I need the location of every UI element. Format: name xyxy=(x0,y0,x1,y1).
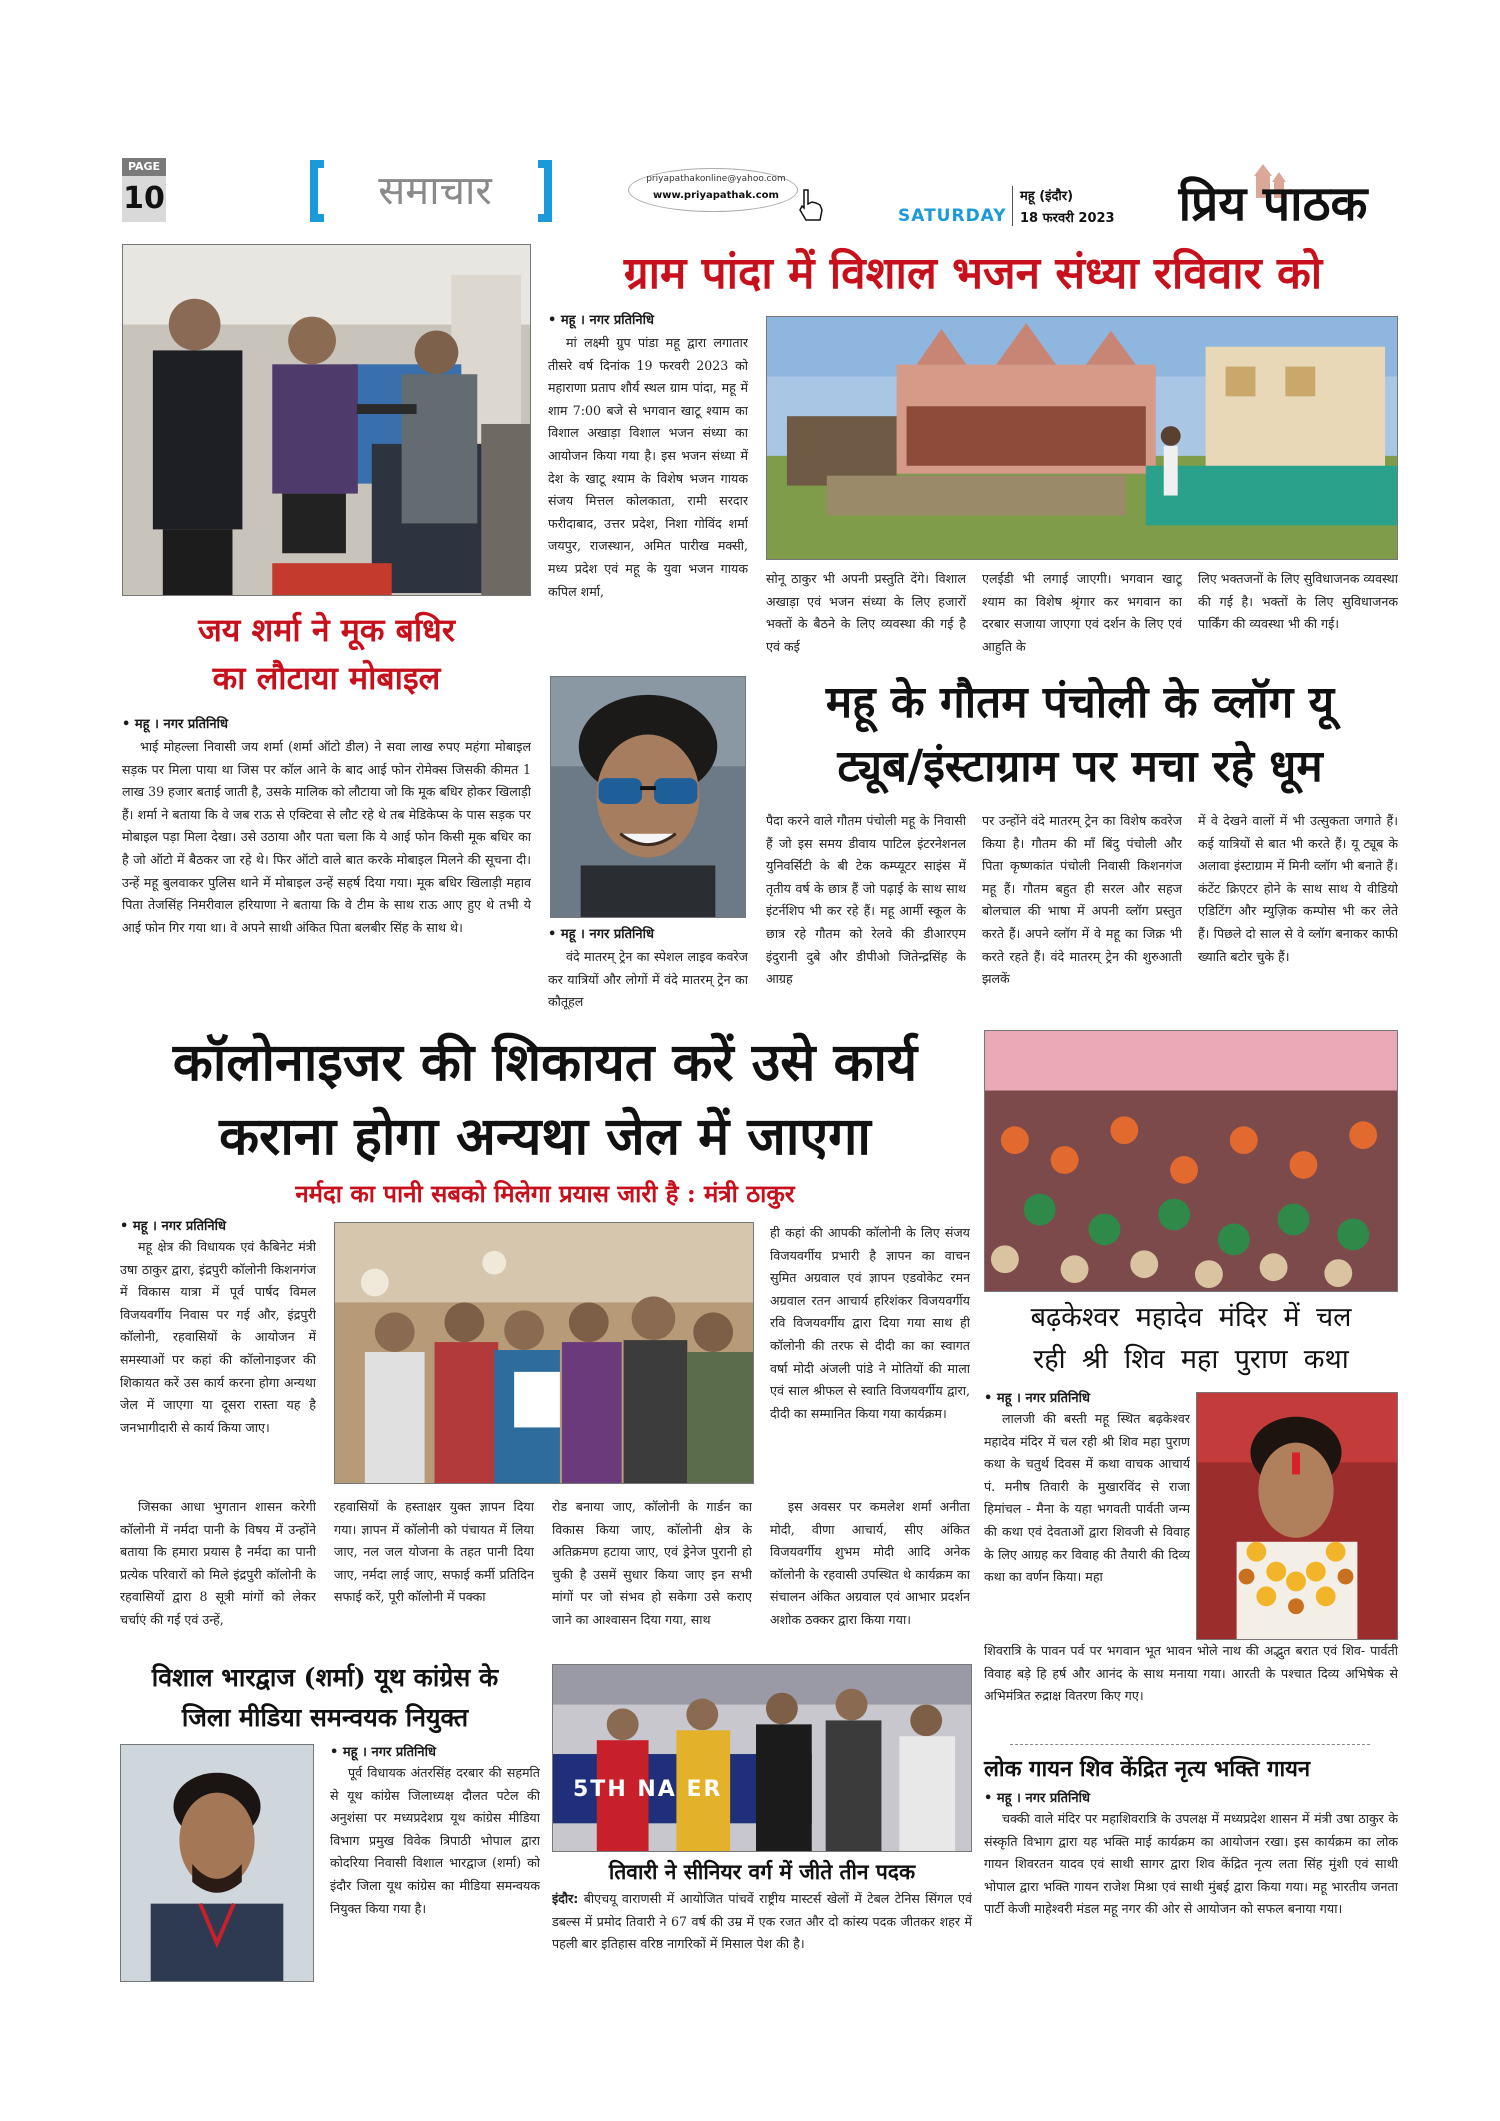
jai-body xyxy=(122,736,531,980)
paper-name: प्रिय पाठक xyxy=(1178,176,1368,232)
gautam-headline-2: ट्यूब/इंस्टाग्राम पर मचा रहे धूम xyxy=(837,741,1323,792)
photo-colonizer-meeting xyxy=(334,1222,754,1484)
colonizer-col-1-text: महू क्षेत्र की विधायक एवं कैबिनेट मंत्री उषा ठाकुर द्वारा, इंद्रपुरी कॉलोनी किशनगंज में विकास यात्रा में पूर्व पार्षद विमल विजयवर्गीय निवास पर गई और, इंद्रपुरी कॉलोनी, रहवासियों के आयोजन में समस्याओं पर कहां की कॉलोनाइजर की शिकायत करें उस कार्य करना होगा अन्यथा जेल में जाएगा या दूसरा रास्ता यह है जनभागीदारी से कार्य किया जाए। xyxy=(120,1239,316,1435)
bhajan-col-4-text: लिए भक्तजनों के लिए सुविधाजनक व्यवस्था की गई है। भक्तों के लिए सुविधाजनक पार्किंग की व्यवस्था भी की गई। xyxy=(1198,571,1398,632)
shiv-col-full-text: शिवरात्रि के पावन पर्व पर भगवान भूत भावन भोले नाथ की अद्भुत बरात एवं शिव- पार्वती विवाह बड़े हि हर्ष और आनंद के साथ मनाया गया। आरती के पश्चात दिव्य अभिषेक से अभिमंत्रित रुद्राक्ष वितरण किए गए। xyxy=(984,1643,1398,1704)
lok-dateline: • महू । नगर प्रतिनिधि xyxy=(984,1791,1090,1806)
colonizer-col-4 xyxy=(770,1222,970,1492)
photo-bhajan-venue xyxy=(766,316,1398,560)
bhajan-dateline: • महू । नगर प्रतिनिधि xyxy=(548,313,654,328)
tiwari-headline: तिवारी ने सीनियर वर्ग में जीते तीन पदक xyxy=(608,1859,916,1884)
dateline-place: महू (इंदौर) xyxy=(1020,189,1074,204)
lok-body xyxy=(984,1808,1398,1998)
paper-logo xyxy=(1148,162,1398,236)
photo-acharya-manish-tiwari xyxy=(1196,1392,1398,1640)
contact-email[interactable]: priyapathakonline@yahoo.com xyxy=(646,174,786,184)
lok-headline: लोक गायन शिव केंद्रित नृत्य भक्ति गायन xyxy=(984,1756,1311,1782)
photo-shiv-puran-crowd xyxy=(984,1030,1398,1292)
tiwari-body-para xyxy=(552,1888,972,1956)
vishal-headline-2: जिला मीडिया समन्वयक नियुक्त xyxy=(181,1703,469,1732)
colonizer-col-4b xyxy=(770,1496,970,1652)
shiv-divider xyxy=(1010,1744,1370,1745)
pointer-hand-icon xyxy=(796,188,826,222)
page-number: 10 xyxy=(122,176,166,222)
colonizer-col-3-text: रोड बनाया जाए, कॉलोनी के गार्डन का विकास किया जाए, कॉलोनी क्षेत्र के अतिक्रमण हटाया जाए, एवं ड्रेनेज पुरानी हो चुकी है उसमें सुधार किया जाए इन सभी मांगों पर जो संभव हो सकेगा उसे कराए जाने का आश्वासन दिया गया, साथ xyxy=(552,1499,752,1627)
bhajan-col-1-text: मां लक्ष्मी ग्रुप पांडा महू द्वारा लगातार तीसरे वर्ष दिनांक 19 फरवरी 2023 को महाराणा प्रताप शौर्य स्थल ग्राम पांदा, महू में शाम 7:00 बजे से भगवान खाटू श्याम का विशाल अखाड़ा विशाल भजन संध्या का आयोजन किया गया है। इस भजन संध्या में देश के खाटू श्याम के विशेष भजन गायक संजय मित्तल कोलकाता, रामी सरदार फरीदाबाद, उत्तर प्रदेश, निशा गोविंद शर्मा जयपुर, राजस्थान, अमित पारीख मक्सी, मध्य प्रदेश एवं महू के युवा भजन गायक कपिल शर्मा, xyxy=(548,335,748,599)
bhajan-col-1 xyxy=(548,332,748,662)
jai-headline-2: का लौटाया मोबाइल xyxy=(212,659,441,697)
gautam-col-2 xyxy=(766,810,966,1016)
date-divider xyxy=(1012,186,1013,226)
lok-body-text: चक्की वाले मंदिर पर महाशिवरात्रि के उपलक्ष में मध्यप्रदेश शासन में मंत्री उषा ठाकुर के संस्कृति विभाग द्वारा यह भक्ति माई कार्यक्रम का आयोजन रखा। इस कार्यक्रम का लोक गायन शिवरतन यादव एवं साथी सागर द्वारा शिव केंद्रित नृत्य लता सिंह मुंशी एवं साथी भोपाल द्वारा भक्ति गायन राजेश मिश्रा एवं साथी मुंबई द्वारा किया गया। महू भारतीय जनता पार्टी केजी माहेश्वरी मंडल महू नगर की ओर से आयोजन को सफल बनाया गया। xyxy=(984,1811,1398,1917)
colonizer-col-1 xyxy=(120,1236,316,1484)
colonizer-col-3 xyxy=(552,1496,752,1652)
jai-headline-1: जय शर्मा ने मूक बधिर xyxy=(198,611,455,649)
tiwari-dateline: इंदौर: xyxy=(552,1891,579,1906)
jai-body-text: भाई मोहल्ला निवासी जय शर्मा (शर्मा ऑटो डील) ने सवा लाख रुपए महंगा मोबाइल सड़क पर मिला पाया था जिस पर कॉल आने के बाद आई फोन रोमेक्स जिसकी कीमत 1 लाख 39 हजार बताई जाती है, उसके मालिक को लौटाया जो कि मूक बधिर होकर खिलाड़ी हैं। शर्मा ने बताया कि वे जब राऊ से एक्टिवा से लौट रहे थे तब मेडिकेप्स के पास सड़क पर मोबाइल पड़ा मिला देखा। उसे उठाया और पता चला कि ये आई फोन किसी मूक बधिर का है जो ऑटो में बैठकर जा रहे थे। फिर ऑटो वाले बात करके मोबाइल मिलने की सूचना दी। उन्हें महू बुलवाकर पुलिस थाने में मोबाइल उन्हें सहर्ष दिया गया। मूक बधिर खिलाड़ी महाव पिता तेजसिंह निमरीवाल हरियाणा ने बताया कि वे टीम के साथ राऊ आए हुए थे तभी ये आई फोन गिर गया था। वे अपने साथी अंकित पिता बलबीर सिंह के साथ थे। xyxy=(122,739,531,935)
shiv-col-1 xyxy=(984,1408,1190,1638)
colonizer-col-1b xyxy=(120,1496,316,1652)
weekday: SATURDAY xyxy=(898,206,1007,226)
section-bracket-left xyxy=(310,160,324,222)
bhajan-col-3-text: एलईडी भी लगाई जाएगी। भगवान खाटू श्याम का विशेष श्रृंगार कर भगवान का दरबार सजाया जाएगा एवं दर्शन के लिए एवं आहुति के xyxy=(982,571,1182,654)
colonizer-headline-1: कॉलोनाइजर की शिकायत करें उसे कार्य xyxy=(172,1032,918,1093)
gautam-col-3 xyxy=(982,810,1182,1016)
tiwari-banner-text: 5TH NA ER xyxy=(573,1777,723,1802)
colonizer-col-2 xyxy=(334,1496,534,1652)
gautam-col-4-text: में वे देखने वालों में भी उत्सुकता जगाते हैं। कई यात्रियों से बात भी करते हैं। यू ट्यूब के अलावा इंस्टाग्राम में मिनी व्लॉग भी बनाते हैं। कंटेंट क्रिएटर होने के साथ साथ ये वीडियो एडिटिंग और म्युज़िक कम्पोस भी कर लेते हैं। पिछले दो साल से वे व्लॉग बनाकर काफी ख्याति बटोर चुके हैं। xyxy=(1198,813,1398,964)
shiv-dateline: • महू । नगर प्रतिनिधि xyxy=(984,1391,1090,1406)
colonizer-col-2-text: रहवासियों के हस्ताक्षर युक्त ज्ञापन दिया गया। ज्ञापन में कॉलोनी को पंचायत में लिया जाए, नल जल योजना के तहत पानी दिया जाए, नर्मदा लाई जाए, सफाई कर्मी प्रतिदिन सफाई करें, पूरी कॉलोनी में पक्का xyxy=(334,1499,534,1605)
bhajan-headline: ग्राम पांदा में विशाल भजन संध्या रविवार को xyxy=(623,248,1323,299)
vishal-body xyxy=(330,1762,540,1984)
contact-website[interactable]: www.priyapathak.com xyxy=(653,190,779,201)
section-bracket-right xyxy=(538,160,552,222)
colonizer-col-1b-text: जिसका आधा भुगतान शासन करेगी कॉलोनी में नर्मदा पानी के विषय में उन्होंने बताया कि हमारा प्रयास है नर्मदा का पानी प्रत्येक परिवारों को मिले इंद्रपुरी कॉलोनी के रहवासियों द्वारा 8 सूत्री मांगों को लेकर चर्चाएं की गई एवं उन्हें, xyxy=(120,1499,316,1627)
bhajan-col-4 xyxy=(1198,568,1398,664)
gautam-col-3-text: पर उन्होंने वंदे मातरम् ट्रेन का विशेष कवरेज किया है। गौतम की माँ बिंदु पंचोली और पिता कृष्णकांत पंचोली निवासी किशनगंज महू हैं। गौतम बहुत ही सरल और सहज बोलचाल की भाषा में अपनी व्लॉग प्रस्तुत करते हैं। अपने व्लॉग में वे महू का जिक्र भी करते रहते हैं। वंदे मातरम् ट्रेन की शुरुआती झलकें xyxy=(982,813,1182,987)
tiwari-body-text: बीएचयू वाराणसी में आयोजित पांचवें राष्ट्रीय मास्टर्स खेलों में टेबल टेनिस सिंगल एवं डबल्स में प्रमोद तिवारी ने 67 वर्ष की उम्र में एक रजत और दो कांस्य पदक जीतकर शहर में पहली बार इतिहास वरिष्ठ नागरिकों में मिसाल पेश की है। xyxy=(552,1891,972,1952)
jai-dateline: • महू । नगर प्रतिनिधि xyxy=(122,717,228,732)
bhajan-col-2 xyxy=(766,568,966,664)
gautam-headline-1: महू के गौतम पंचोली के व्लॉग यू xyxy=(825,677,1335,728)
page-badge xyxy=(122,158,166,224)
colonizer-col-4b-text: इस अवसर पर कमलेश शर्मा अनीता मोदी, वीणा आचार्य, सीए अंकित विजयवर्गीय शुभम मोदी आदि अनेक कॉलोनी के रहवासी उपस्थित थे कार्यक्रम का संचालन अंकित अग्रवाल एवं आभार प्रदर्शन अशोक ठक्कर द्वारा किया गया। xyxy=(770,1499,970,1627)
colonizer-dateline: • महू । नगर प्रतिनिधि xyxy=(120,1219,226,1234)
gautam-col-2-text: पैदा करने वाले गौतम पंचोली महू के निवासी हैं जो इस समय डीवाय पाटिल इंटरनेशनल युनिवर्सिटी के बी टेक कम्प्यूटर साइंस में तृतीय वर्ष के छात्र हैं जो पढ़ाई के साथ साथ इंटर्नशिप भी कर रहे हैं। महू आर्मी स्कूल के छात्र रहे गौतम को रेलवे की डीआरएम इंदुरानी दुबे और डीपीओ जितेन्द्रसिंह के आग्रह xyxy=(766,813,966,987)
gautam-col-4 xyxy=(1198,810,1398,1016)
colonizer-headline-2: कराना होगा अन्यथा जेल में जाएगा xyxy=(219,1106,871,1167)
section-title: समाचार xyxy=(378,168,492,214)
shiv-headline-1: बढ़केश्वर महादेव मंदिर में चल xyxy=(1030,1302,1352,1333)
photo-gautam-pancholi xyxy=(550,676,746,918)
bhajan-col-3 xyxy=(982,568,1182,664)
photo-vishal-bhardwaj xyxy=(120,1744,314,1982)
gautam-col-1-text: वंदे मातरम् ट्रेन का स्पेशल लाइव कवरेज कर यात्रियों और लोगों में वंदे मातरम् ट्रेन का कौतूहल xyxy=(548,949,748,1010)
gautam-col-1 xyxy=(548,946,748,1016)
tiwari-body xyxy=(552,1888,972,1984)
shiv-col-1-text: लालजी की बस्ती महू स्थित बढ़केश्वर महादेव मंदिर में चल रही श्री शिव महा पुराण कथा के चतुर्थ दिवस में कथा वाचक आचार्य पं. मनीष तिवारी के मुखारविंद से राजा हिमांचल - मैना के यहा भगवती पार्वती जन्म की कथा एवं देवताओं द्वारा शिवजी से विवाह के लिए आग्रह कर विवाह की तैयारी की दिव्य कथा का वर्णन किया। महा xyxy=(984,1411,1190,1585)
shiv-headline-2: रही श्री शिव महा पुराण कथा xyxy=(1033,1344,1349,1375)
page-label: PAGE xyxy=(122,158,166,176)
vishal-headline-1: विशाल भारद्वाज (शर्मा) यूथ कांग्रेस के xyxy=(151,1663,499,1692)
photo-jai-sharma-handover xyxy=(122,244,531,596)
gautam-dateline: • महू । नगर प्रतिनिधि xyxy=(548,927,654,942)
colonizer-col-4-text: ही कहां की आपकी कॉलोनी के लिए संजय विजयवर्गीय प्रभारी है ज्ञापन का वाचन सुमित अग्रवाल एवं ज्ञापन एडवोकेट रमन अग्रवाल रतन आचार्य हरिशंकर विजयवर्गीय रवि विजयवर्गीय द्वारा दिया गया साथ ही कॉलोनी की तरफ से दीदी का का स्वागत वर्षा मोदी अंजली पांडे ने मोतियों की माला एवं साल श्रीफल से स्वाति विजयवर्गीय द्वारा, दीदी का सम्मानित किया गया कार्यक्रम। xyxy=(770,1225,970,1421)
vishal-dateline: • महू । नगर प्रतिनिधि xyxy=(330,1745,436,1760)
bhajan-col-2-text: सोनू ठाकुर भी अपनी प्रस्तुति देंगे। विशाल अखाड़ा एवं भजन संध्या के लिए हजारों भक्तों के बैठने के लिए व्यवस्था की गई है एवं कई xyxy=(766,571,966,654)
photo-tiwari-medals xyxy=(552,1664,972,1852)
vishal-body-text: पूर्व विधायक अंतरसिंह दरबार की सहमति से यूथ कांग्रेस जिलाध्यक्ष दौलत पटेल की अनुशंसा पर मध्यप्रदेशप्र यूथ कांग्रेस मीडिया विभाग प्रमुख विवेक त्रिपाठी भोपाल द्वारा कोदरिया निवासी विशाल भारद्वाज (शर्मा) को इंदौर जिला यूथ कांग्रेस का मीडिया समन्वयक नियुक्त किया गया है। xyxy=(330,1765,540,1916)
shiv-col-full xyxy=(984,1640,1398,1734)
colonizer-subhead: नर्मदा का पानी सबको मिलेगा प्रयास जारी है : मंत्री ठाकुर xyxy=(295,1179,795,1208)
issue-date: 18 फरवरी 2023 xyxy=(1020,211,1115,226)
